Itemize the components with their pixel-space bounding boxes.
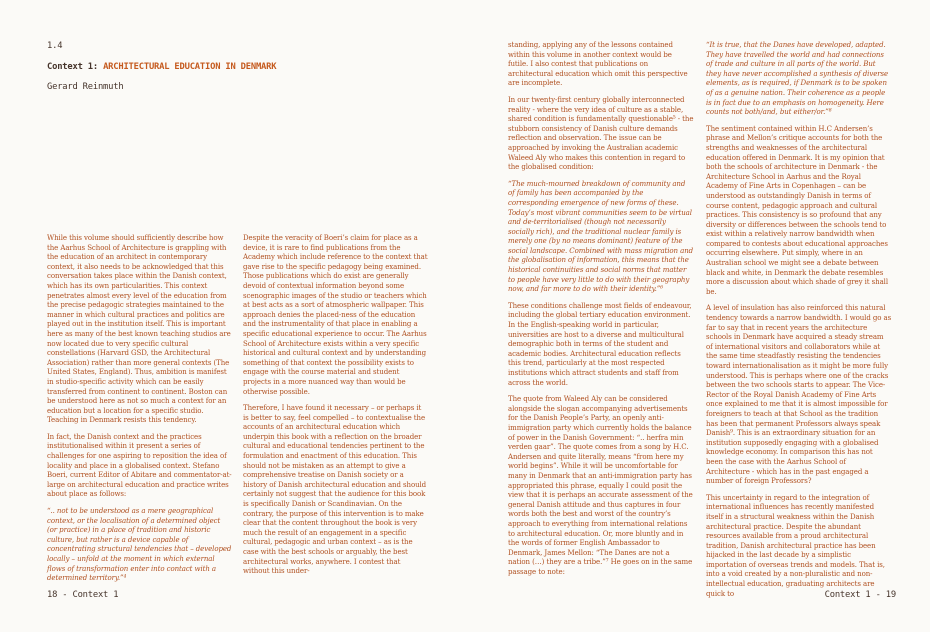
- paragraph: The quote from Waleed Aly can be considered alongside the slogan accompanying advertisements for the Danish People’s Party, an openly anti-immigration party which currently holds the balance of power in the Danish Government: “.. herfra min verden gaar”. The quote comes from a song by H.C. Andersen and quite literally, means “from here my world begins”. While it will be uncomfortable for many in Denmark that an anti-immigration party has appropriated this phrase, equally I could posit the view that it is perhaps an accurate assessment of the general Danish attitude and thus captures in four words both the best and worst of the country’s approach to everything from international relations to architectural education. Or, more bluntly and in the words of former English Ambassador to Denmark, James Mellon: “The Danes are not a nation (…) they are a tribe.”⁷ He goes on in the same passage to note:: [508, 394, 693, 576]
- paragraph: In fact, the Danish context and the practices institutionalised within it present a series of challenges for one aspiring to reposition the idea of locality and place in a globalised context. Stefano Boeri, current Editor of Abitare and commentator-at-large on architectural education and practice writes about place as follows:: [47, 431, 232, 499]
- text-column-4: [706, 40, 891, 605]
- text-column-3: [508, 40, 693, 583]
- quote-paragraph: “The much-mourned breakdown of community and of family has been accompanied by the corresponding emergence of new forms of these. Today’s most vibrant communities seem to be virtual and de-territorialised (though not necessarily socially rich), and the traditional nuclear family is merely one (by no means dominant) feature of the social landscape. Combined with mass migration and the globalisation of information, this means that the historical continuities and social norms that matter to people have very little to do with their geography now, and far more to do with their identity.”⁶: [508, 178, 694, 294]
- paragraph: While this volume should sufficiently describe how the Aarhus School of Architecture is grappling with the education of an architect in contemporary context, it also needs to be acknowledged that this conversation takes place within the Danish context, which has its own particularities. This context penetrates almost every level of the education from the precise pedagogic strategies maintained to the manner in which cultural practices and politics are played out in the institution itself. This is important here as many of the best known teaching studios are now located due to very specific cultural constellations (Harvard GSD, the Architectural Association) rather than more general contexts (The United States, England). Thus, ambition is manifest in studio-specific activity which can be easily transferred from continent to continent. Boston can be understood here as not so much a context for an education but a location for a specific studio. Teaching in Denmark resists this tendency.: [47, 233, 231, 425]
- quote-paragraph: “.. not to be understood as a mere geographical context, or the localisation of a determined object (or practice) in a place of tradition and historic culture, but rather is a device capable of concentrating structural tendencies that – developed locally – unfold at the moment in which external flows of transformation enter into contact with a determined territory.”⁴: [47, 506, 232, 583]
- paragraph: The sentiment contained within H.C Andersen’s phrase and Mellon’s critique accounts for both the strengths and weaknesses of the architectural education offered in Denmark. It is my opinion that both the schools of architecture in Denmark - the Architecture School in Aarhus and the Royal Academy of Fine Arts in Copenhagen – can be understood as outstandingly Danish in terms of course content, pedagogic approach and cultural practices. This consistency is so profound that any diversity or differences between the schools tend to exist within a relatively narrow bandwidth when compared to contests about educational approaches occurring elsewhere. Put simply, where in an Australian school we might see a debate between black and white, in Denmark the debate resembles more a discussion about which shade of grey it shall be.: [706, 123, 888, 296]
- paragraph: standing, applying any of the lessons contained within this volume in another context would be futile. I also contest that publications on architectural education which omit this perspective are incomplete.: [508, 40, 688, 88]
- chapter-header: [47, 36, 276, 98]
- page-number-left: 18 - Context 1: [47, 590, 119, 600]
- paragraph: This uncertainty in regard to the integration of international influences has recently manifested itself in a structural weakness within the Danish architectural practice. Despite the abundant resources available from a proud architectural tradition, Danish architectural practice has been hijacked in the last decade by a simplistic importation of overseas trends and models. That is, into a void created by a non-pluralistic and non-intellectual education, graduating architects are quick to: [706, 492, 885, 598]
- quote-paragraph: “It is true, that the Danes have developed, adapted. They have travelled the world and had connections of trade and culture in all parts of the world. But they have never accomplished a synthesis of diverse elements, as is required, if Denmark is to be spoken of as a genuine nation. Their coherence as a people is in fact due to an emphasis on homogeneity. Here counts not both/and, but either/or.”⁸: [706, 40, 889, 117]
- text-column-1: [47, 233, 232, 590]
- chapter-author: Gerard Reinmuth: [47, 82, 124, 92]
- chapter-number: 1.4: [47, 41, 63, 51]
- paragraph: In our twenty-first century globally interconnected reality - where the very idea of culture as a stable, shared condition is fundamentally questionable⁵ - the stubborn consistency of Danish culture demands reflection and observation. The issue can be approached by invoking the Australian academic Waleed Aly who makes this contention in regard to the globalised condition:: [508, 94, 694, 172]
- paragraph: Despite the veracity of Boeri’s claim for place as a device, it is rare to find publications from the Academy which include reference to the context that gave rise to the specific pedagogy being examined. Those publications which do exist are generally devoid of contextual information beyond some scenographic images of the studio or teachers which at best acts as a sort of atmospheric wallpaper. This approach denies the placed-ness of the education and the instrumentality of that place in enabling a specific educational experience to occur. The Aarhus School of Architecture exists within a very specific historical and cultural context and by understanding something of that context the possibility exists to engage with the course material and student projects in a more nuanced way than would be otherwise possible.: [243, 233, 428, 396]
- chapter-title-prefix: Context 1:: [47, 61, 98, 72]
- chapter-title: [47, 57, 276, 78]
- paragraph: A level of insulation has also reinforced this natural tendency towards a narrow bandwidth. I would go as far to say that in recent years the architecture schools in Denmark have acquired a steady stream of international visitors and collaborators while at the same time steadfastly resisting the tendencies toward internationalisation as it might be more fully understood. This is perhaps where one of the cracks between the two schools starts to appear. The Vice-Rector of the Royal Danish Academy of Fine Arts once explained to me that it is almost impossible for foreigners to teach at that School as the tradition has been that permanent Professors always speak Danish⁹. This is an extraordinary situation for an institution supposedly engaging with a globalised knowledge economy. In comparison this has not been the case with the Aarhus School of Architecture - which has in the past engaged a number of foreign Professors?: [706, 303, 892, 486]
- paragraph: Therefore, I have found it necessary – or perhaps it is better to say, feel compelled – to contextualise the accounts of an architectural education which underpin this book with a reflection on the broader cultural and educational tendencies pertinent to the formulation and enactment of this education. This should not be mistaken as an attempt to give a comprehensive treatise on Danish society or a history of Danish architectural education and should certainly not suggest that the audience for this book is specifically Danish or Scandinavian. On the contrary, the purpose of this intervention is to make clear that the content throughout the book is very much the result of an engagement in a specific cultural, pedagogic and urban context – as is the case with the best schools or arguably, the best architectural works, anywhere. I contest that without this under-: [243, 403, 427, 576]
- paragraph: These conditions challenge most fields of endeavour, including the global tertiary education environment. In the English-speaking world in particular, universities are host to a diverse and multicultural demographic both in terms of the student and academic bodies. Architectural education reflects this trend, particularly at the most respected institutions which attract students and staff from across the world.: [508, 300, 692, 387]
- chapter-title-main: ARCHITECTURAL EDUCATION IN DENMARK: [103, 61, 277, 72]
- text-column-2: [243, 233, 428, 583]
- page-number-right: Context 1 - 19: [824, 590, 896, 600]
